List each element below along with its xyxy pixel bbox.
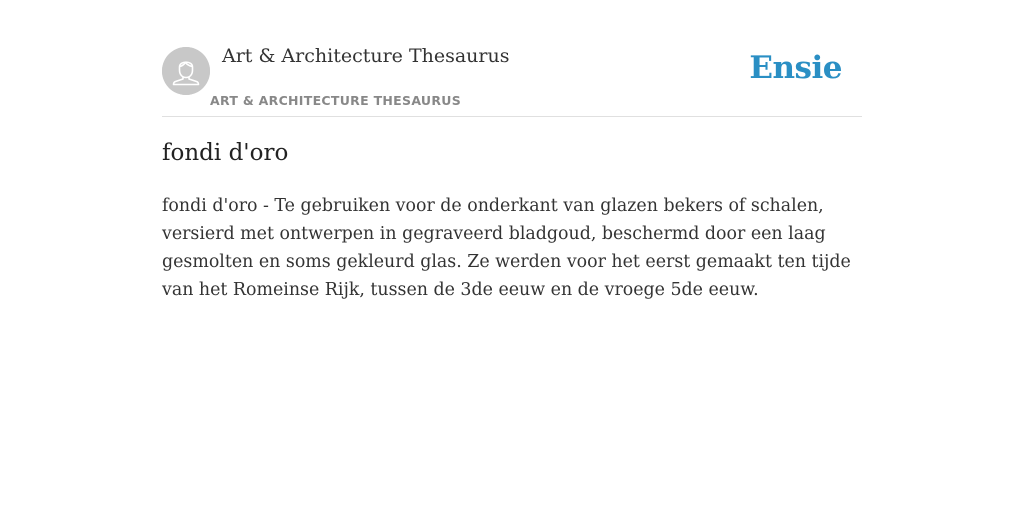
source-title[interactable]: Art & Architecture Thesaurus [222,45,510,67]
user-silhouette-icon [162,47,210,95]
source-subtitle[interactable]: ART & ARCHITECTURE THESAURUS [210,93,462,108]
avatar[interactable] [162,47,210,95]
term-definition: fondi d'oro - Te gebruiken voor de onderkant van glazen bekers of schalen, versierd met ontwerpen in gegraveerd bladgoud, beschermd door een laag gesmolten en soms gekleurd glas. Ze werden voor het eerst gemaakt ten tijde van het Romeinse Rijk, tussen de 3de eeuw en de vroege 5de eeuw. [162,196,851,300]
term-title: fondi d'oro [162,140,289,166]
page-content [162,0,862,300]
ensie-logo-link[interactable]: Ensie [749,50,842,86]
source-header [162,0,862,117]
